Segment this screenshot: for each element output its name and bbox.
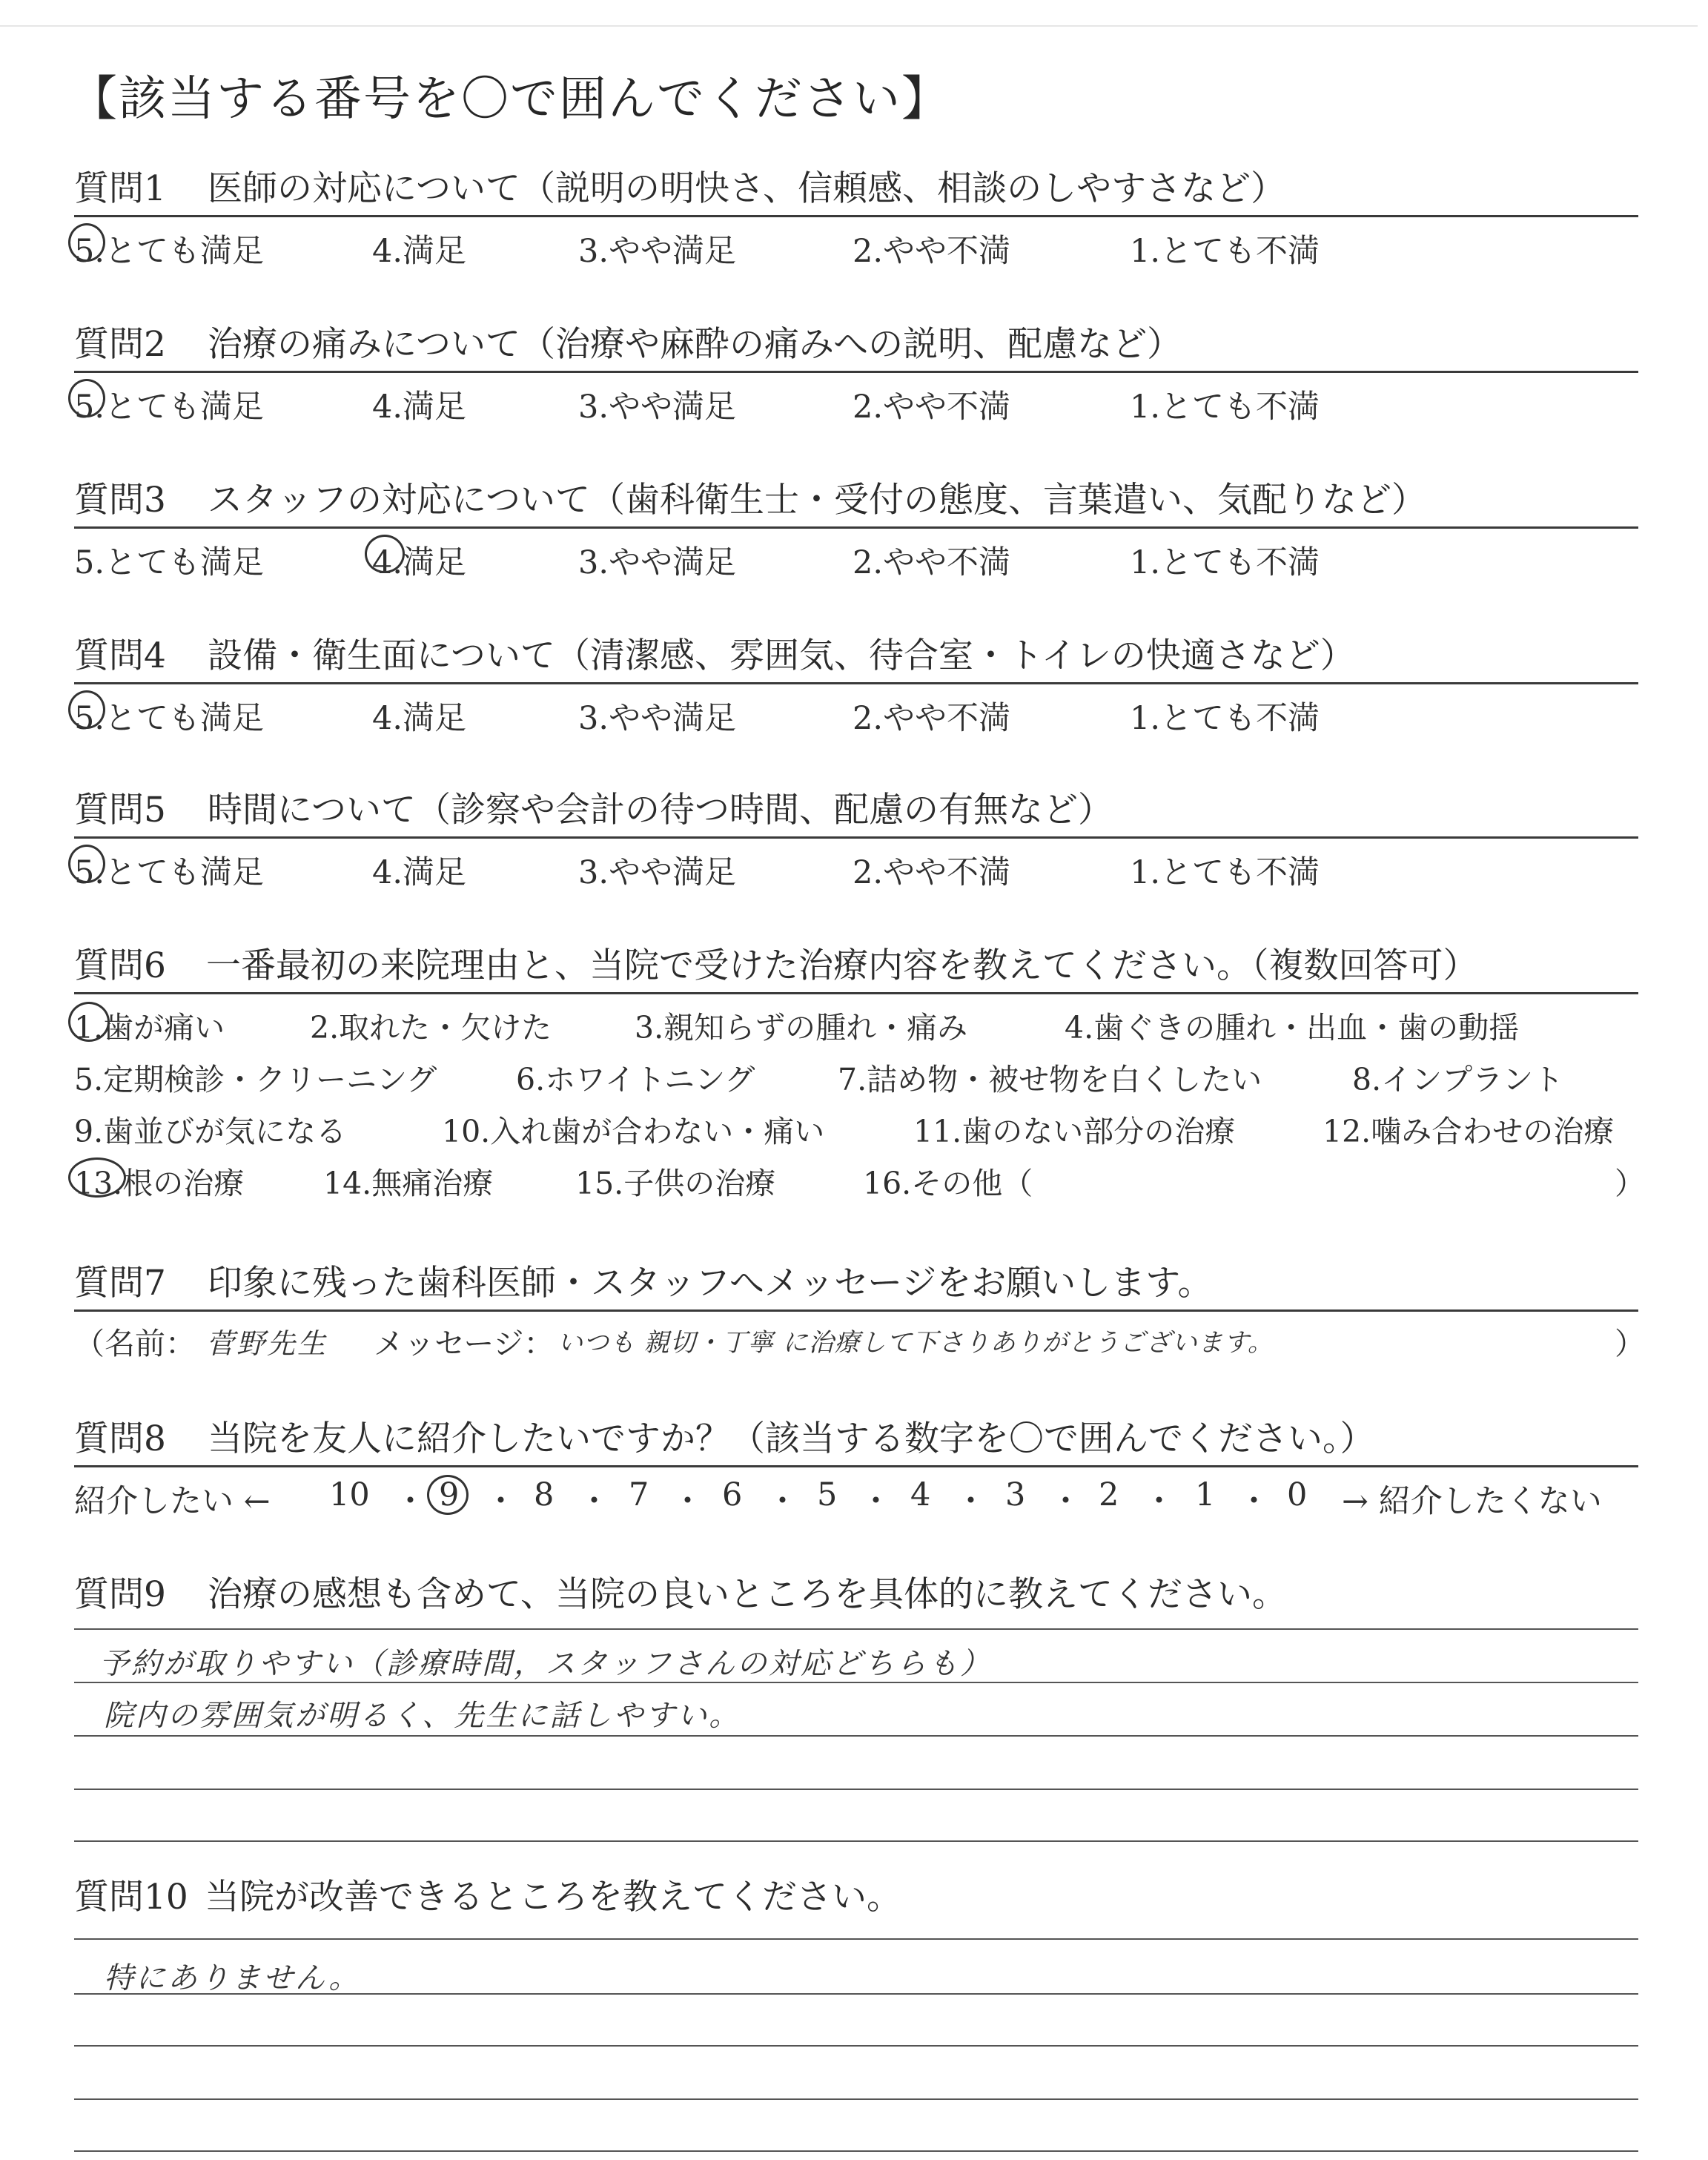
- scale-value[interactable]: 2: [1099, 1476, 1119, 1513]
- scale-value[interactable]: 6: [722, 1476, 743, 1513]
- question-title: [74, 621, 1638, 684]
- selection-circle: [68, 690, 105, 729]
- scale-value[interactable]: 3: [1005, 1476, 1026, 1513]
- option-3[interactable]: 3.やや満足: [578, 233, 737, 270]
- page-heading: 【該当する番号を〇で囲んでください】: [70, 72, 950, 127]
- question-number: 質問3: [74, 480, 166, 521]
- question-title: [74, 776, 1638, 839]
- reason-option[interactable]: 1.歯が痛い: [74, 1010, 225, 1046]
- option-4[interactable]: 4.満足: [372, 233, 467, 270]
- option-3[interactable]: 3.やや満足: [578, 854, 737, 891]
- reason-option[interactable]: 2.取れた・欠けた: [310, 1010, 552, 1046]
- option-2[interactable]: 2.やや不満: [853, 700, 1011, 737]
- option-2[interactable]: 2.やや不満: [853, 544, 1011, 581]
- top-border: [0, 25, 1698, 27]
- recommend-scale: [74, 1467, 1638, 1521]
- option-1[interactable]: 1.とても不満: [1130, 544, 1320, 581]
- scale-dot: ・: [485, 1483, 517, 1520]
- question-number: 質問5: [74, 790, 166, 830]
- scale-dot: ・: [1143, 1483, 1175, 1520]
- question-6: [74, 931, 1645, 1209]
- option-5[interactable]: 5.とても満足: [74, 233, 265, 270]
- scale-dot: ・: [955, 1483, 987, 1520]
- question-text: 一番最初の来院理由と、当院で受けた治療内容を教えてください。（複数回答可）: [206, 945, 1478, 986]
- scale-dot: ・: [1238, 1483, 1270, 1520]
- selection-circle: [68, 845, 105, 883]
- answer-line: [74, 1735, 1638, 1737]
- reason-options: [74, 994, 1645, 1209]
- option-1[interactable]: 1.とても不満: [1130, 389, 1320, 426]
- option-5[interactable]: 5.とても満足: [74, 389, 265, 426]
- question-2: [74, 310, 1638, 426]
- selection-circle: [365, 535, 405, 573]
- question-text: 当院が改善できるところを教えてください。: [205, 1877, 901, 1918]
- reason-option[interactable]: 5.定期検診・クリーニング: [74, 1062, 437, 1097]
- question-text: スタッフの対応について（歯科衛生士・受付の態度、言葉遣い、気配りなど）: [208, 480, 1427, 521]
- question-number: 質問9: [74, 1574, 166, 1615]
- option-1[interactable]: 1.とても不満: [1130, 700, 1320, 737]
- option-1[interactable]: 1.とても不満: [1130, 233, 1320, 270]
- scale-right-label: → 紹介したくない: [1342, 1483, 1602, 1520]
- question-title: [74, 1249, 1638, 1312]
- reason-option[interactable]: 3.親知らずの腫れ・痛み: [635, 1010, 968, 1046]
- question-text: 治療の痛みについて（治療や麻酔の痛みへの説明、配慮など）: [208, 324, 1182, 365]
- question-text: 当院を友人に紹介したいですか？（該当する数字を〇で囲んでください。）: [208, 1418, 1375, 1459]
- name-label: （名前：: [74, 1326, 196, 1361]
- question-number: 質問1: [74, 168, 166, 209]
- question-3: [74, 466, 1638, 582]
- answer-line: [74, 2150, 1638, 2152]
- question-title: [74, 1560, 1638, 1621]
- scale-dot: ・: [860, 1483, 892, 1520]
- question-5: [74, 776, 1638, 892]
- answer-text[interactable]: 特にありません。: [104, 1961, 361, 1995]
- scale-dot: ・: [578, 1483, 610, 1520]
- selection-circle: [68, 379, 105, 417]
- question-text: 設備・衛生面について（清潔感、雰囲気、待合室・トイレの快適さなど）: [208, 635, 1355, 676]
- option-2[interactable]: 2.やや不満: [853, 389, 1011, 426]
- option-2[interactable]: 2.やや不満: [853, 854, 1011, 891]
- selection-circle: [427, 1475, 469, 1515]
- answer-line: [74, 1938, 1638, 1940]
- question-title: [74, 466, 1638, 529]
- reason-option[interactable]: 15.子供の治療: [575, 1166, 776, 1201]
- scale-dot: ・: [1050, 1483, 1082, 1520]
- reason-option[interactable]: 13.根の治療: [74, 1166, 245, 1201]
- reason-option[interactable]: 6.ホワイトニング: [516, 1062, 755, 1097]
- question-4: [74, 621, 1638, 738]
- option-4[interactable]: 4.満足: [372, 544, 467, 581]
- rating-options: [74, 373, 1638, 426]
- option-1[interactable]: 1.とても不満: [1130, 854, 1320, 891]
- reason-option[interactable]: 16.その他（: [863, 1166, 1033, 1201]
- question-number: 質問2: [74, 324, 166, 365]
- option-3[interactable]: 3.やや満足: [578, 389, 737, 426]
- option-3[interactable]: 3.やや満足: [578, 700, 737, 737]
- question-title: [74, 931, 1638, 994]
- question-number: 質問4: [74, 635, 166, 676]
- scale-value[interactable]: 4: [910, 1476, 931, 1513]
- question-title: [74, 1863, 1638, 1923]
- question-text: 医師の対応について（説明の明快さ、信頼感、相談のしやすさなど）: [208, 168, 1286, 209]
- answer-line: [74, 2098, 1638, 2100]
- option-4[interactable]: 4.満足: [372, 389, 467, 426]
- scale-value[interactable]: 5: [817, 1476, 838, 1513]
- question-number: 質問7: [74, 1263, 166, 1304]
- selection-circle: [68, 1002, 110, 1042]
- option-5[interactable]: 5.とても満足: [74, 700, 265, 737]
- scale-value[interactable]: 10: [329, 1476, 370, 1513]
- answer-line: [74, 1840, 1638, 1842]
- scale-dot: ・: [672, 1483, 704, 1520]
- message-row: [74, 1312, 1645, 1365]
- option-5[interactable]: 5.とても満足: [74, 544, 265, 581]
- scale-left-label: 紹介したい ←: [74, 1483, 271, 1520]
- question-title: [74, 1404, 1638, 1467]
- question-number: 質問10: [74, 1877, 188, 1918]
- answer-line: [74, 2045, 1638, 2047]
- option-4[interactable]: 4.満足: [372, 854, 467, 891]
- question-text: 時間について（診察や会計の待つ時間、配慮の有無など）: [208, 790, 1113, 830]
- scale-value[interactable]: 7: [629, 1476, 649, 1513]
- question-title: [74, 310, 1638, 373]
- reason-option[interactable]: 8.インプラント: [1352, 1062, 1564, 1097]
- rating-options: [74, 839, 1638, 892]
- reason-option[interactable]: 4.歯ぐきの腫れ・出血・歯の動揺: [1065, 1010, 1520, 1046]
- rating-options: [74, 529, 1638, 582]
- selection-circle: [68, 223, 105, 262]
- option-2[interactable]: 2.やや不満: [853, 233, 1011, 270]
- scale-value[interactable]: 1: [1195, 1476, 1216, 1513]
- answer-line: [74, 1628, 1638, 1630]
- question-title: [74, 154, 1638, 217]
- reason-option[interactable]: 14.無痛治療: [323, 1166, 494, 1201]
- question-10: [74, 1863, 1638, 1923]
- answer-text[interactable]: 予約が取りやすい（診療時間，スタッフさんの対応どちらも）: [99, 1647, 992, 1681]
- message-label: メッセージ：: [374, 1326, 555, 1361]
- scale-value[interactable]: 8: [534, 1476, 555, 1513]
- message-value[interactable]: いつも 親切・丁寧 に治療して下さりありがとうございます。: [557, 1328, 1274, 1358]
- reason-option[interactable]: 7.詰め物・被せ物を白くしたい: [838, 1062, 1262, 1097]
- question-9: [74, 1560, 1638, 1621]
- other-close-paren: ）: [1615, 1166, 1645, 1201]
- reason-option[interactable]: 12.噛み合わせの治療: [1323, 1114, 1615, 1149]
- option-5[interactable]: 5.とても満足: [74, 854, 265, 891]
- answer-text[interactable]: 院内の雰囲気が明るく、先生に話しやすい。: [104, 1699, 741, 1733]
- scale-value[interactable]: 9: [439, 1476, 460, 1513]
- reason-option[interactable]: 10.入れ歯が合わない・痛い: [442, 1114, 825, 1149]
- scale-value[interactable]: 0: [1287, 1476, 1308, 1513]
- question-8: [74, 1404, 1638, 1521]
- name-value[interactable]: 菅野先生: [206, 1327, 328, 1360]
- rating-options: [74, 684, 1638, 738]
- reason-option[interactable]: 9.歯並びが気になる: [74, 1114, 347, 1149]
- option-4[interactable]: 4.満足: [372, 700, 467, 737]
- question-text: 印象に残った歯科医師・スタッフへメッセージをお願いします。: [208, 1263, 1213, 1304]
- selection-circle: [68, 1157, 126, 1198]
- answer-line: [74, 1789, 1638, 1790]
- option-3[interactable]: 3.やや満足: [578, 544, 737, 581]
- rating-options: [74, 217, 1638, 271]
- message-close-paren: ）: [1615, 1326, 1645, 1361]
- scale-dot: ・: [394, 1483, 426, 1520]
- question-number: 質問8: [74, 1418, 166, 1459]
- question-1: [74, 154, 1638, 271]
- question-number: 質問6: [74, 945, 166, 986]
- reason-option[interactable]: 11.歯のない部分の治療: [913, 1114, 1236, 1149]
- question-text: 治療の感想も含めて、当院の良いところを具体的に教えてください。: [208, 1574, 1288, 1615]
- question-7: [74, 1249, 1645, 1365]
- scale-dot: ・: [767, 1483, 798, 1520]
